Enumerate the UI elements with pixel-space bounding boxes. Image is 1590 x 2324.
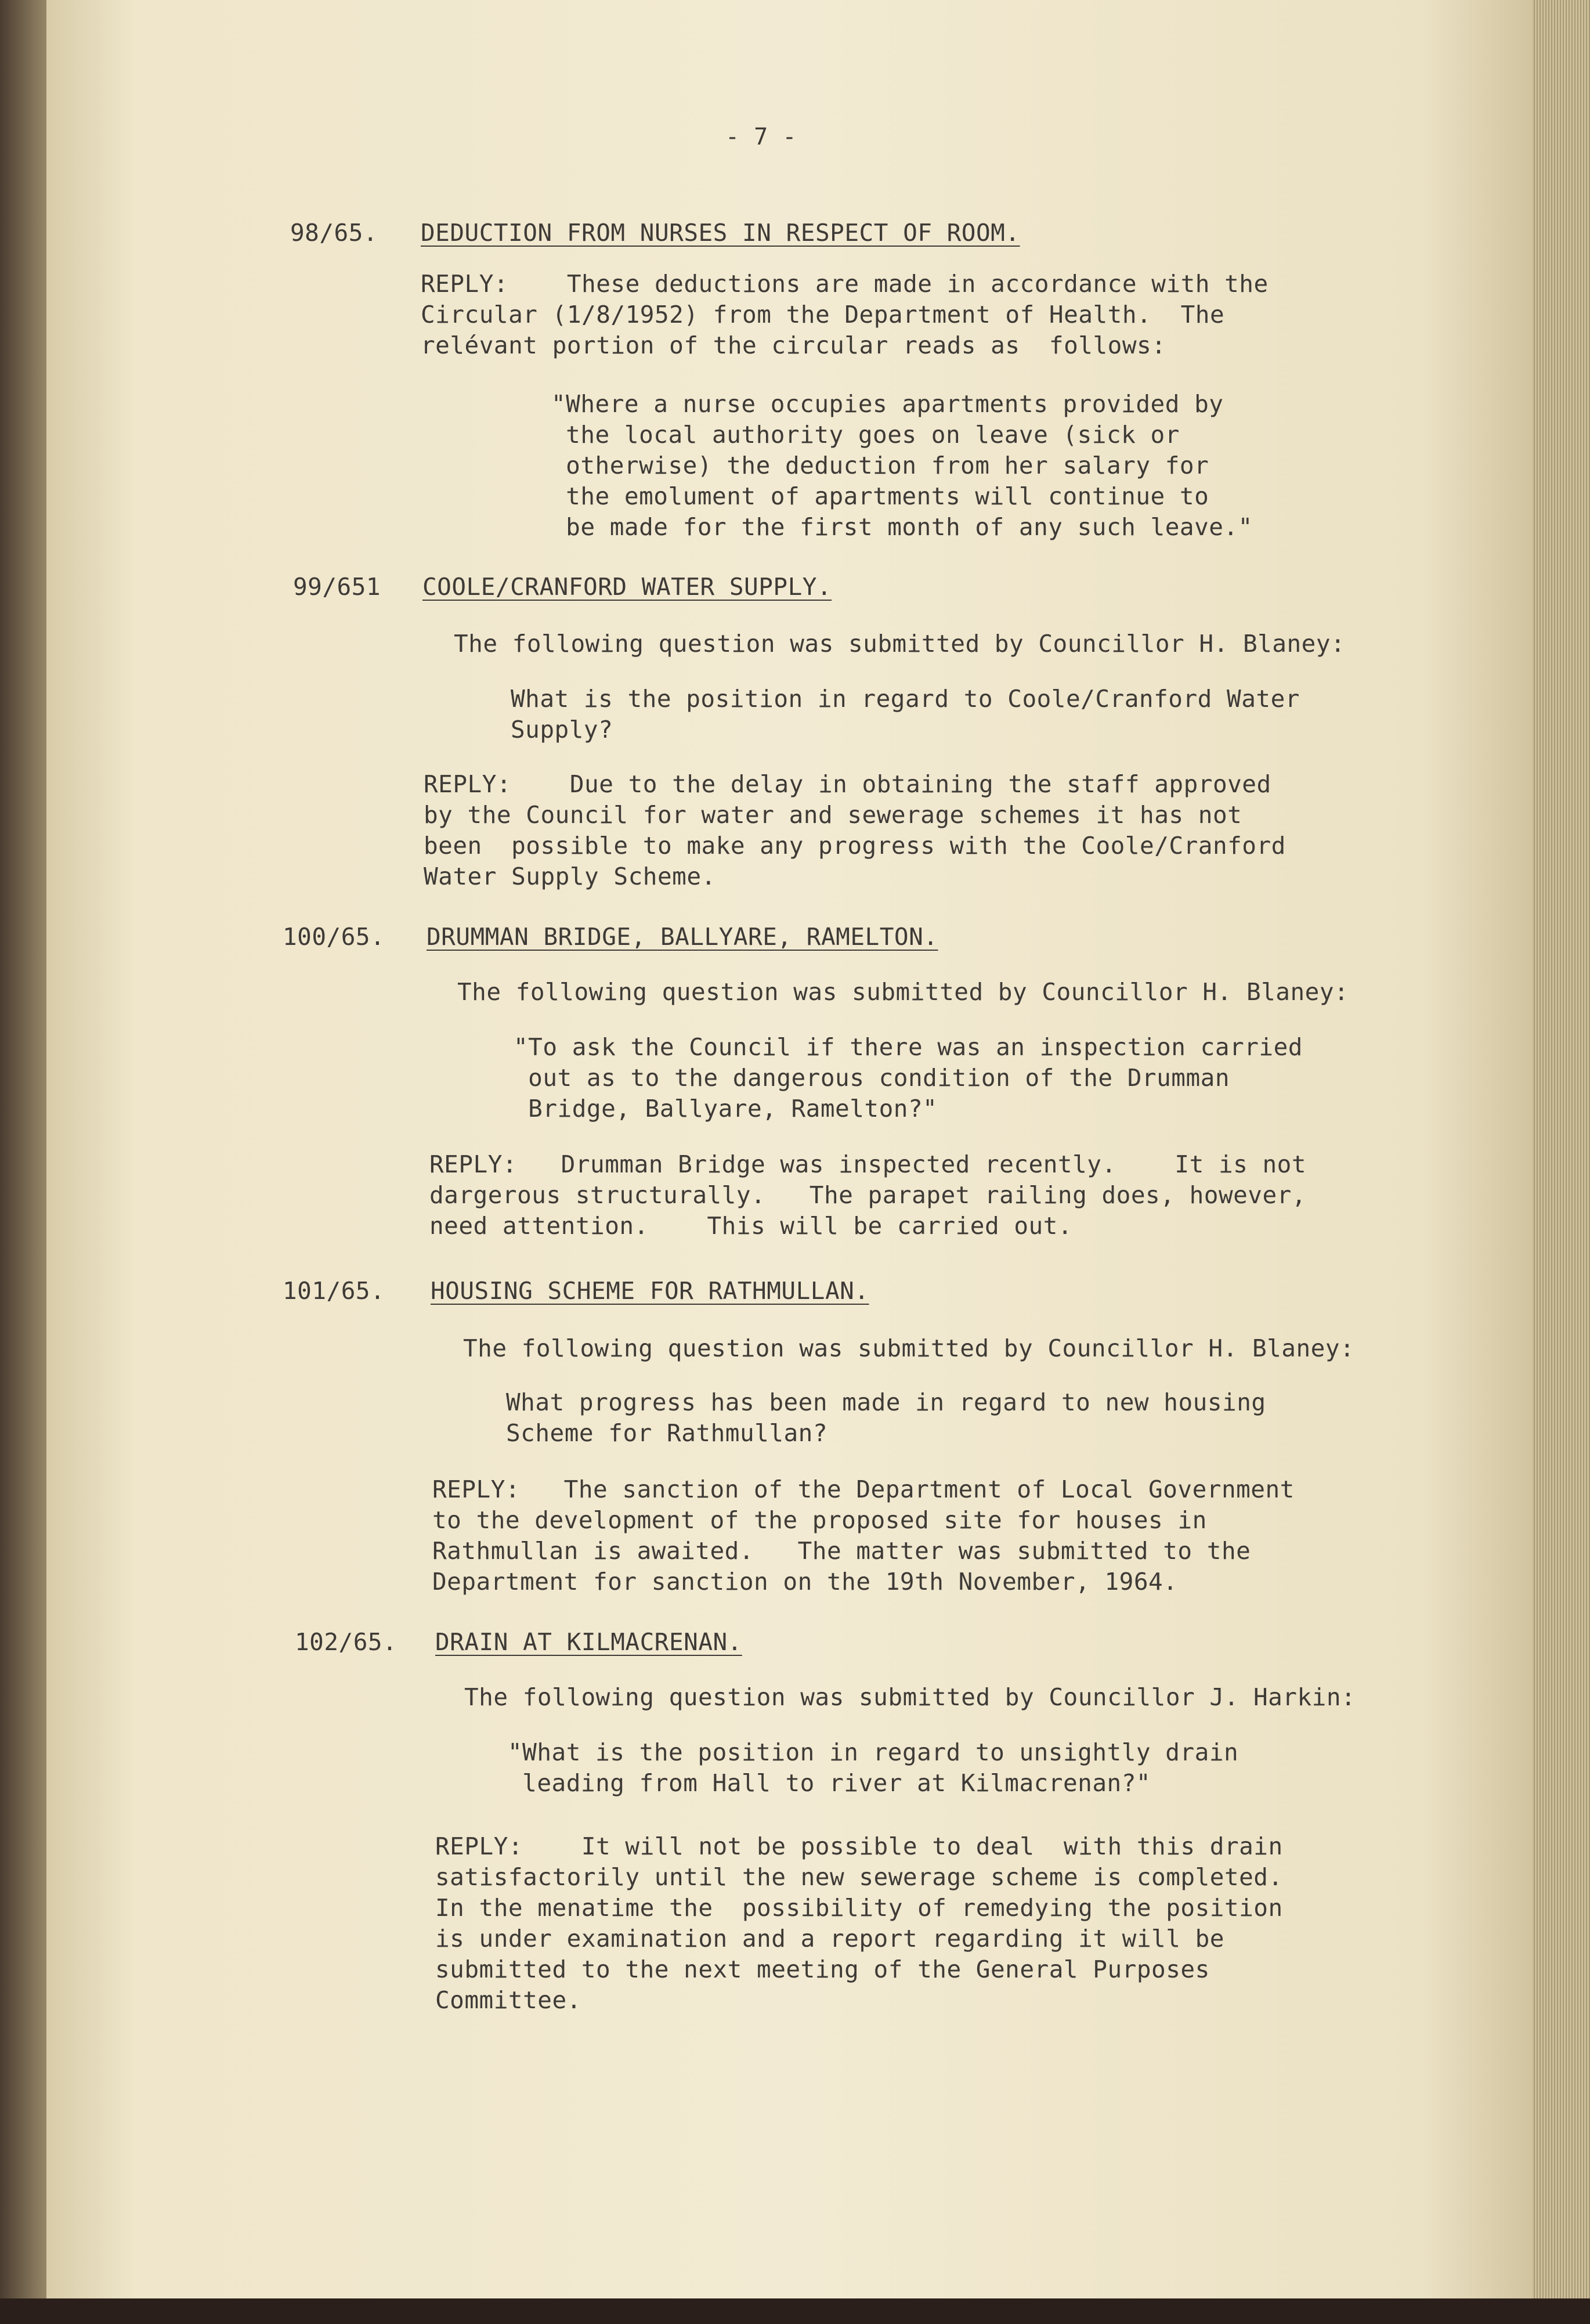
item-number: 100/65. (283, 923, 385, 951)
reply-paragraph (435, 1831, 1283, 2016)
page-number: - 7 - (725, 124, 797, 150)
item-heading: DEDUCTION FROM NURSES IN RESPECT OF ROOM. (421, 219, 1020, 247)
item-heading: COOLE/CRANFORD WATER SUPPLY. (422, 573, 832, 601)
question-line: leading from Hall to river at Kilmacrenan?" (508, 1769, 1151, 1797)
reply-line: Committee. (435, 1986, 581, 2014)
question-line: "To ask the Council if there was an inspection carried (514, 1033, 1303, 1061)
reply-paragraph (421, 269, 1269, 361)
reply-line: Department for sanction on the 19th November, 1964. (432, 1568, 1178, 1596)
reply-line: is under examination and a report regarding it will be (435, 1925, 1224, 1953)
bottom-shadow (0, 2298, 1590, 2324)
quote-line: the local authority goes on leave (sick or (551, 421, 1180, 449)
reply-line: Circular (1/8/1952) from the Department of Health. The (421, 301, 1225, 329)
item-number: 98/65. (290, 219, 378, 247)
item-number: 102/65. (295, 1628, 398, 1656)
question-paragraph (511, 684, 1300, 745)
reply-line: relévant portion of the circular reads as follows: (421, 331, 1166, 359)
reply-paragraph (432, 1474, 1295, 1597)
reply-line: by the Council for water and sewerage schemes it has not (424, 801, 1242, 829)
reply-line: REPLY: The sanction of the Department of Local Government (432, 1475, 1295, 1503)
item-heading: DRAIN AT KILMACRENAN. (435, 1628, 742, 1656)
question-line: Scheme for Rathmullan? (506, 1419, 828, 1447)
quote-line: otherwise) the deduction from her salary for (551, 452, 1209, 479)
quote-line: be made for the first month of any such leave." (551, 513, 1253, 541)
question-paragraph (508, 1737, 1238, 1799)
question-intro: The following question was submitted by Councillor H. Blaney: (463, 1334, 1355, 1362)
question-intro: The following question was submitted by Councillor H. Blaney: (454, 630, 1346, 658)
quote-paragraph (551, 389, 1253, 543)
reply-line: Water Supply Scheme. (424, 863, 716, 890)
quote-line: "Where a nurse occupies apartments provided by (551, 390, 1224, 418)
question-paragraph (506, 1387, 1266, 1449)
question-line: out as to the dangerous condition of the Drumman (514, 1064, 1230, 1092)
question-line: What is the position in regard to Coole/Cranford Water (511, 685, 1300, 713)
quote-line: the emolument of apartments will continue to (551, 482, 1209, 510)
reply-paragraph (424, 769, 1286, 892)
reply-line: Rathmullan is awaited. The matter was submitted to the (432, 1537, 1251, 1565)
reply-line: REPLY: These deductions are made in accordance with the (421, 270, 1269, 298)
item-number: 101/65. (283, 1277, 385, 1305)
question-intro: The following question was submitted by Councillor J. Harkin: (464, 1683, 1356, 1711)
item-heading: DRUMMAN BRIDGE, BALLYARE, RAMELTON. (427, 923, 938, 951)
reply-line: REPLY: Due to the delay in obtaining the staff approved (424, 770, 1271, 798)
reply-line: satisfactorily until the new sewerage scheme is completed. (435, 1863, 1283, 1891)
reply-paragraph (429, 1149, 1306, 1242)
item-number: 99/651 (293, 573, 381, 601)
reply-line: REPLY: Drumman Bridge was inspected recently. It is not (429, 1150, 1307, 1178)
question-line: Supply? (511, 716, 613, 744)
reply-line: to the development of the proposed site for houses in (432, 1506, 1207, 1534)
reply-line: need attention. This will be carried out. (429, 1212, 1073, 1240)
reply-line: REPLY: It will not be possible to deal with this drain (435, 1832, 1283, 1860)
page-edges (1532, 0, 1590, 2304)
reply-line: dargerous structurally. The parapet railing does, however, (429, 1181, 1307, 1209)
question-line: Bridge, Ballyare, Ramelton?" (514, 1095, 938, 1123)
question-line: What progress has been made in regard to new housing (506, 1388, 1266, 1416)
reply-line: submitted to the next meeting of the General Purposes (435, 1955, 1210, 1983)
reply-line: been possible to make any progress with the Coole/Cranford (424, 832, 1286, 860)
reply-line: In the menatime the possibility of remedying the position (435, 1894, 1283, 1922)
question-intro: The following question was submitted by Councillor H. Blaney: (457, 978, 1349, 1006)
question-line: "What is the position in regard to unsightly drain (508, 1738, 1239, 1766)
question-paragraph (514, 1032, 1303, 1124)
item-heading: HOUSING SCHEME FOR RATHMULLAN. (431, 1277, 869, 1305)
